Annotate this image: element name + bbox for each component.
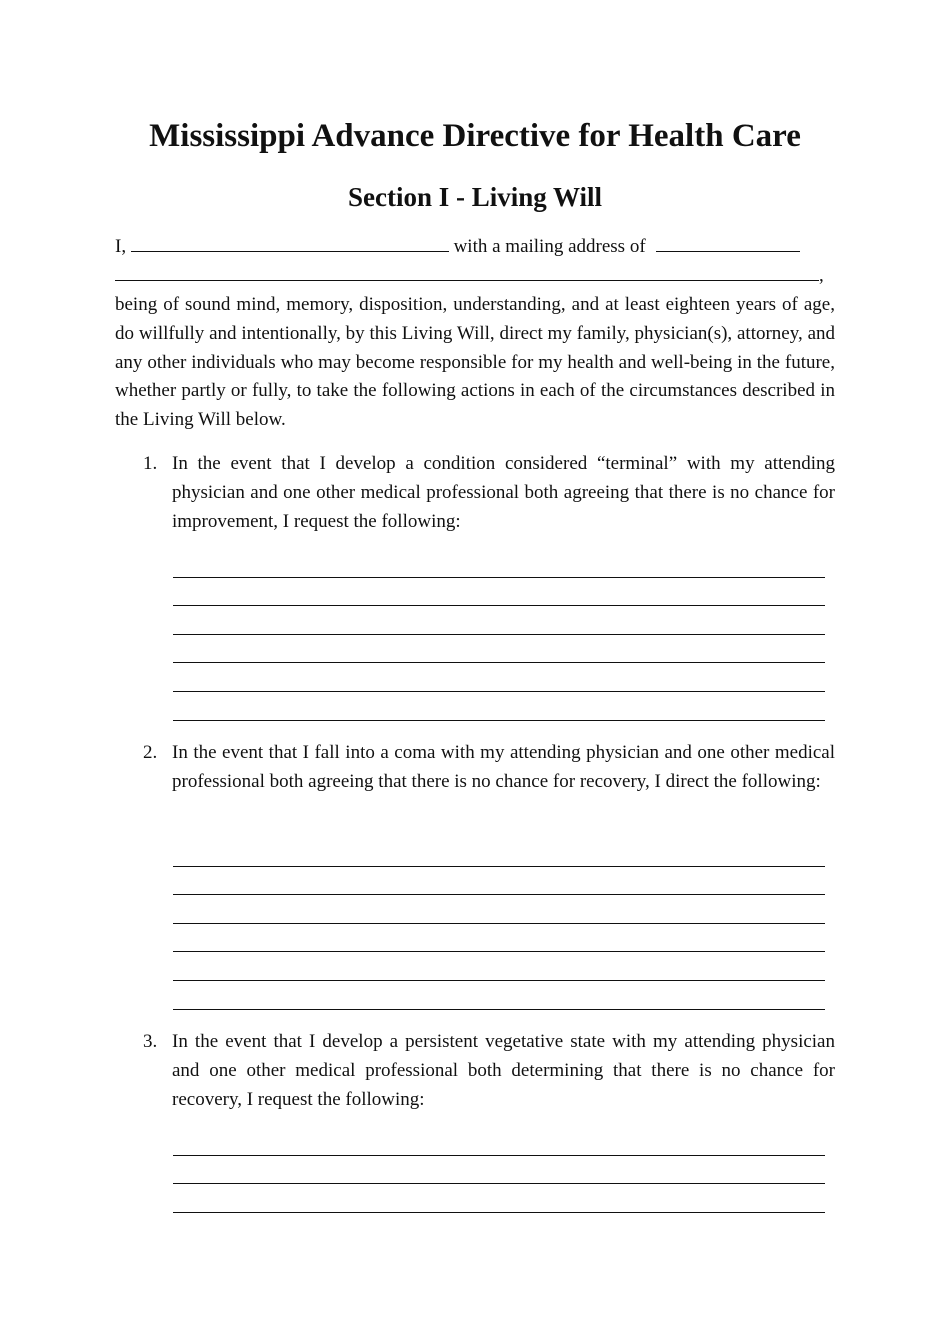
address-continuation-line (115, 262, 835, 291)
answer-line[interactable] (173, 924, 825, 953)
answer-line[interactable] (173, 1156, 825, 1185)
declarant-prefix: I, (115, 236, 127, 257)
item-text: In the event that I develop a persistent vegetative state with my attending physician and one other medical professional both determining that there is no chance for recovery, I request the following: (172, 1031, 835, 1110)
item-number: 3. (143, 1031, 158, 1052)
answer-line[interactable] (173, 606, 825, 635)
section-title: Section I - Living Will (347, 182, 603, 212)
answer-line[interactable] (173, 663, 825, 692)
item-number: 2. (143, 742, 158, 763)
answer-line[interactable] (173, 549, 825, 578)
item-3-answer-lines (173, 1127, 825, 1213)
answer-line[interactable] (173, 867, 825, 896)
item-text: In the event that I develop a condition considered “terminal” with my attending physician and one other medical professional both agreeing that there is no chance for improvement, I request the following: (172, 453, 835, 532)
declarant-name-field[interactable] (131, 234, 449, 252)
document-title: Mississippi Advance Directive for Health Care (149, 118, 801, 154)
answer-line[interactable] (173, 578, 825, 607)
mailing-address-label: with a mailing address of (453, 236, 646, 257)
intro-paragraph: being of sound mind, memory, disposition, understanding, and at least eighteen years of age, do willfully and intentionally, by this Living Will, direct my family, physician(s), attorney, and any other individuals who may become responsible for my health and well-being in the future, whether partly or fully, to take the following actions in each of the circumstances described in the Living Will below. (115, 294, 835, 431)
answer-line[interactable] (173, 981, 825, 1010)
item-2-answer-lines (173, 838, 825, 1010)
item-text: In the event that I fall into a coma with my attending physician and one other medical professional both agreeing that there is no chance for recovery, I direct the following: (172, 742, 835, 792)
mailing-address-field-1[interactable] (656, 234, 800, 252)
answer-line[interactable] (173, 635, 825, 664)
answer-line[interactable] (173, 952, 825, 981)
address-line-comma: , (819, 265, 824, 286)
item-1-answer-lines (173, 549, 825, 721)
answer-line[interactable] (173, 895, 825, 924)
answer-line[interactable] (173, 692, 825, 721)
answer-line[interactable] (173, 1184, 825, 1213)
declarant-line (115, 233, 835, 262)
answer-line[interactable] (173, 1127, 825, 1156)
answer-line[interactable] (173, 838, 825, 867)
item-number: 1. (143, 453, 158, 474)
mailing-address-field-2[interactable] (115, 263, 819, 281)
